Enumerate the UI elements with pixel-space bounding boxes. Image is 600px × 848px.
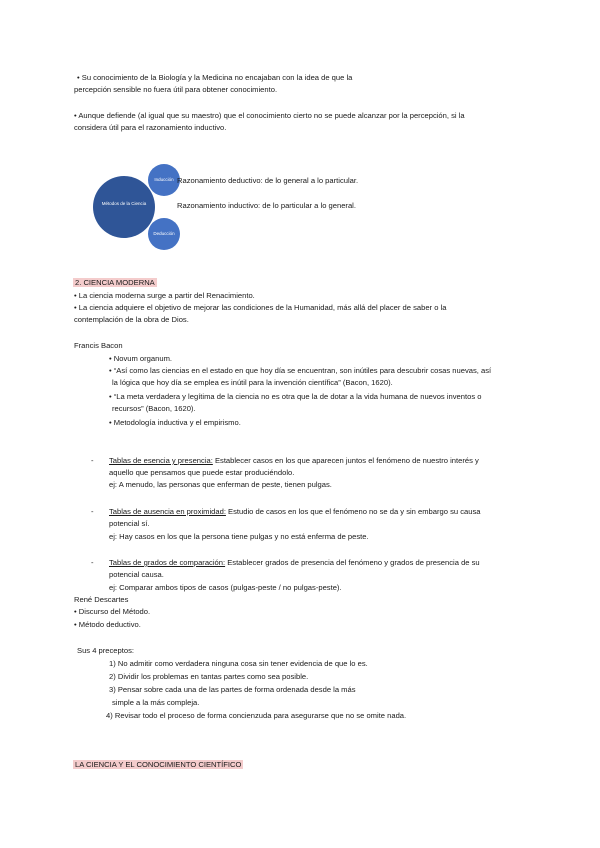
table-3-line1: Tablas de grados de comparación: Establecer grados de presencia del fenómeno y grados de presencia de su xyxy=(109,558,480,567)
intro-p1-line1: • Su conocimiento de la Biología y la Medicina no encajaban con la idea de que la xyxy=(77,73,353,82)
table-2-title: Tablas de ausencia en proximidad: xyxy=(109,507,226,516)
table-1-title: Tablas de esencia y presencia: xyxy=(109,456,213,465)
table-1-line1: Tablas de esencia y presencia: Establecer casos en los que aparecen juntos el fenómeno de nuestro interés y xyxy=(109,456,479,465)
table-1-example: ej: A menudo, las personas que enferman de peste, tienen pulgas. xyxy=(109,480,332,489)
bacon-bullet-2-line2: la lógica que hoy día se emplea es inútil para la invención científica” (Bacon, 1620). xyxy=(112,378,393,387)
table-2-line2: potencial sí. xyxy=(109,519,150,528)
bacon-bullet-1: • Novum organum. xyxy=(109,354,173,363)
deduction-circle xyxy=(148,218,180,250)
modern-science-bullet-2-line1: • La ciencia adquiere el objetivo de mejorar las condiciones de la Humanidad, más allá del placer de saber o la xyxy=(74,303,447,312)
table-3-title: Tablas de grados de comparación: xyxy=(109,558,226,567)
center-circle-label: Métodos de la Ciencia xyxy=(101,201,147,206)
intro-p2-line2: considera útil para el razonamiento inductivo. xyxy=(74,123,227,132)
deductive-reasoning-text: Razonamiento deductivo: de lo general a lo particular. xyxy=(177,176,359,185)
table-3-dash: - xyxy=(91,558,94,567)
precepto-2: 2) Dividir los problemas en tantas partes como sea posible. xyxy=(109,672,309,681)
table-1-line2: aquello que pensamos que puede estar produciéndolo. xyxy=(109,468,295,477)
induction-circle xyxy=(148,164,180,196)
precepto-4: 4) Revisar todo el proceso de forma concienzuda para asegurarse que no se omite nada. xyxy=(106,711,407,720)
descartes-bullet-2: • Método deductivo. xyxy=(74,620,141,629)
table-3-line2: potencial causa. xyxy=(109,570,164,579)
section-heading-modern-science: 2. CIENCIA MODERNA xyxy=(75,278,155,287)
center-circle xyxy=(93,176,155,238)
bacon-bullet-4: • Metodología inductiva y el empirismo. xyxy=(109,418,241,427)
bacon-bullet-3-line1: • “La meta verdadera y legítima de la ciencia no es otra que la de dotar a la vida humana de nuevos inventos o xyxy=(109,392,482,401)
preceptos-title: Sus 4 preceptos: xyxy=(77,646,134,655)
bacon-bullet-3-line2: recursos” (Bacon, 1620). xyxy=(112,404,196,413)
table-3-example: ej: Comparar ambos tipos de casos (pulgas-peste / no pulgas-peste). xyxy=(109,583,342,592)
intro-p1-line2: percepción sensible no fuera útil para obtener conocimiento. xyxy=(74,85,278,94)
precepto-3-line2: simple a la más compleja. xyxy=(112,698,200,707)
table-2-dash: - xyxy=(91,507,94,516)
table-1-dash: - xyxy=(91,456,94,465)
precepto-1: 1) No admitir como verdadera ninguna cosa sin tener evidencia de que lo es. xyxy=(109,659,368,668)
modern-science-bullet-1: • La ciencia moderna surge a partir del Renacimiento. xyxy=(74,291,255,300)
section-heading-science-knowledge: LA CIENCIA Y EL CONOCIMIENTO CIENTÍFICO xyxy=(75,760,242,769)
bacon-name: Francis Bacon xyxy=(74,341,123,350)
inductive-reasoning-text: Razonamiento inductivo: de lo particular a lo general. xyxy=(177,201,356,210)
table-2-line1: Tablas de ausencia en proximidad: Estudio de casos en los que el fenómeno no se da y sin embargo su causa xyxy=(109,507,481,516)
induction-circle-label: Inducción xyxy=(154,177,174,182)
table-2-example: ej: Hay casos en los que la persona tiene pulgas y no está enferma de peste. xyxy=(109,532,369,541)
precepto-3-line1: 3) Pensar sobre cada una de las partes de forma ordenada desde la más xyxy=(109,685,356,694)
modern-science-bullet-2-line2: contemplación de la obra de Dios. xyxy=(74,315,189,324)
intro-p2-line1: • Aunque defiende (al igual que su maestro) que el conocimiento cierto no se puede alcanzar por la percepción, si la xyxy=(74,111,465,120)
descartes-name: René Descartes xyxy=(74,595,129,604)
descartes-bullet-1: • Discurso del Método. xyxy=(74,607,151,616)
deduction-circle-label: Deducción xyxy=(153,231,175,236)
bacon-bullet-2-line1: • “Así como las ciencias en el estado en que hoy día se encuentran, son inútiles para descubrir cosas nuevas, así xyxy=(109,366,492,375)
